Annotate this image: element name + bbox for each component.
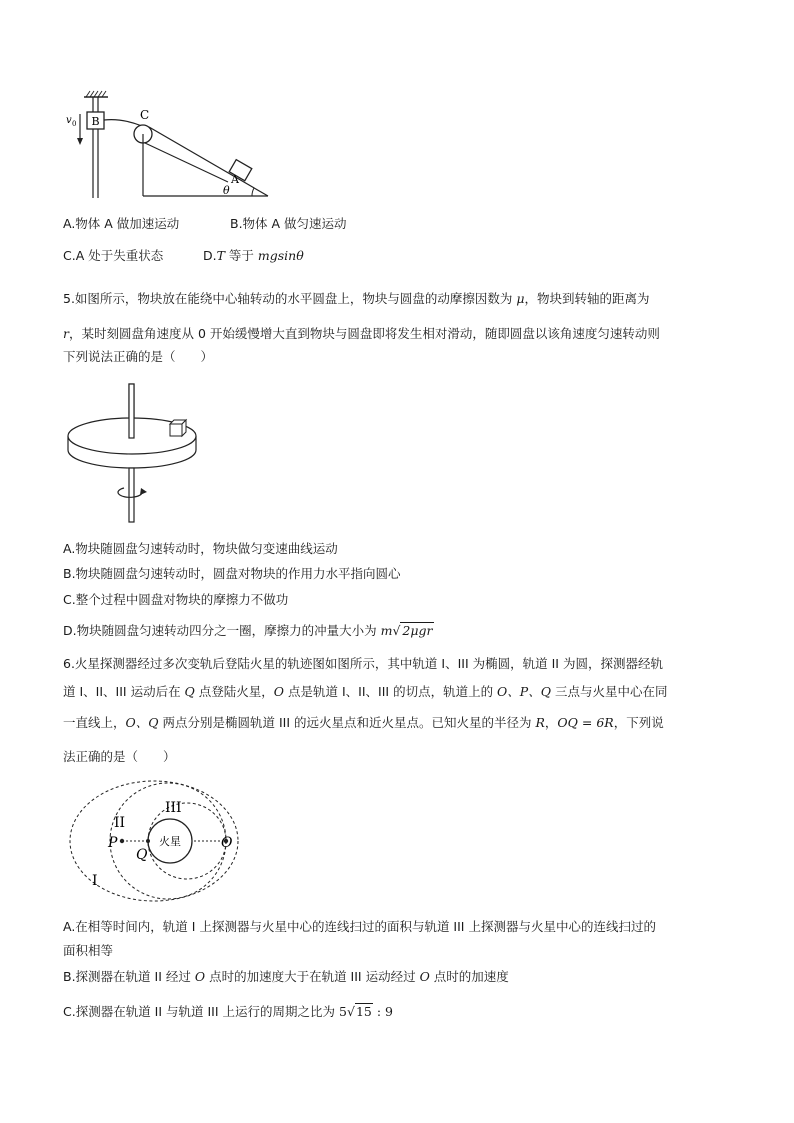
mass-symbol: m [380,623,393,638]
q6-stem-text: ，下列说 [613,715,664,730]
q4-option-d-mid: 等于 [224,248,258,263]
q6-option-b [63,968,509,986]
q6-stem-equation: OQ = 6R [557,715,614,730]
q4-option-b: B.物体 A 做匀速运动 [230,216,347,231]
block-b-label: B [91,115,100,128]
q5-stem-text: ，物块到转轴的距离为 [524,291,650,306]
q-label: Q [136,847,148,863]
v0-subscript: 0 [72,120,77,128]
q5-stem-text: ，某时刻圆盘角速度从 0 开始缓慢增大直到物块与圆盘即将发生相对滑动，随即圆盘以该角速度匀速转动则 [68,326,660,341]
q4-option-d-expr: mgsinθ [257,248,304,263]
q6-stem-text: 一直线上， [63,715,126,730]
q4-option-d-t: T [216,248,225,263]
p-label: P [108,835,118,851]
q6-option-c-text: C.探测器在轨道 II 与轨道 III 上运行的周期之比为 [63,1004,340,1019]
q5-stem-line-2 [63,325,660,343]
orbit-ii-label: II [114,815,126,831]
sqrt-sign: √ [346,1004,355,1019]
q6-stem-symbol: R [535,715,545,730]
q6-stem-text: 点是轨道 I、II、III 的切点，轨道上的 [284,684,498,699]
q6-stem-text: 点登陆火星， [194,684,274,699]
q6-option-b-text: 点时的加速度 [429,969,509,984]
v0-label: v [66,115,72,126]
q6-mars-orbit-figure [62,775,252,905]
point-p [120,839,124,843]
q5-block [170,420,186,436]
q6-option-c [63,1003,393,1021]
orbit-iii-label: III [165,800,182,816]
sqrt-sign: √ [392,623,401,638]
q6-option-a-line-2: 面积相等 [63,943,114,958]
q6-option-b-symbol: O [419,969,430,984]
q4-pulley-incline-figure [60,88,280,208]
q6-stem-line-2 [63,683,667,701]
q6-stem-symbol: Q [184,684,195,699]
q6-stem-symbol: O、P、Q [497,684,551,699]
q5-option-a: A.物块随圆盘匀速转动时，物块做匀变速曲线运动 [63,541,338,556]
q6-option-c-ratio: : 9 [372,1004,393,1019]
q5-option-d [63,622,434,640]
q5-option-b: B.物块随圆盘匀速转动时，圆盘对物块的作用力水平指向圆心 [63,566,401,581]
q6-stem-line-1: 6.火星探测器经过多次变轨后登陆火星的轨迹图如图所示，其中轨道 I、III 为椭圆，轨道 II 为圆，探测器经轨 [63,656,663,671]
r-symbol: r [63,326,69,341]
sqrt-radicand: 2μgr [402,623,433,638]
q5-option-c: C.整个过程中圆盘对物块的摩擦力不做功 [63,592,289,607]
q6-option-b-text: 点时的加速度大于在轨道 III 运动经过 [205,969,420,984]
q6-stem-symbol: O、Q [125,715,159,730]
q6-option-c-coefficient: 5 [339,1004,347,1019]
q5-option-d-text: D.物块随圆盘匀速转动四分之一圈，摩擦力的冲量大小为 [63,623,381,638]
q6-stem-line-3 [63,714,664,732]
q4-option-a: A.物体 A 做加速运动 [63,216,180,231]
pulley-c-label: C [140,108,150,122]
q6-stem-text: 三点与火星中心在同 [550,684,668,699]
mu-symbol: μ [516,291,525,306]
q6-stem-text: 两点分别是椭圆轨道 III 的远火星点和近火星点。已知火星的半径为 [158,715,536,730]
theta-label: θ [223,184,230,197]
q6-stem-text: ， [544,715,558,730]
q5-stem-line-3: 下列说法正确的是（ ） [63,349,214,364]
q6-stem-symbol: O [273,684,285,699]
o-label: O [221,835,233,851]
q4-option-d-prefix: D. [203,248,217,263]
q6-stem-line-4: 法正确的是（ ） [63,749,176,764]
orbit-i-label: I [92,873,98,889]
mars-label: 火星 [159,835,181,848]
q5-rotating-disk-figure [62,380,212,530]
q6-stem-text: 道 I、II、III 运动后在 [63,684,185,699]
point-q [146,839,150,843]
block-a-label: A [231,173,239,186]
q6-option-a-line-1: A.在相等时间内，轨道 I 上探测器与火星中心的连线扫过的面积与轨道 III 上探测器与火星中心的连线扫过的 [63,919,656,934]
sqrt-radicand: 15 [355,1004,372,1019]
q5-stem-line-1 [63,290,650,308]
q4-option-c: C.A 处于失重状态 [63,248,164,263]
q5-stem-text: 5.如图所示，物块放在能绕中心轴转动的水平圆盘上，物块与圆盘的动摩擦因数为 [63,291,517,306]
q4-option-d [203,247,304,265]
q6-option-b-text: B.探测器在轨道 II 经过 [63,969,195,984]
q6-option-b-symbol: O [194,969,206,984]
